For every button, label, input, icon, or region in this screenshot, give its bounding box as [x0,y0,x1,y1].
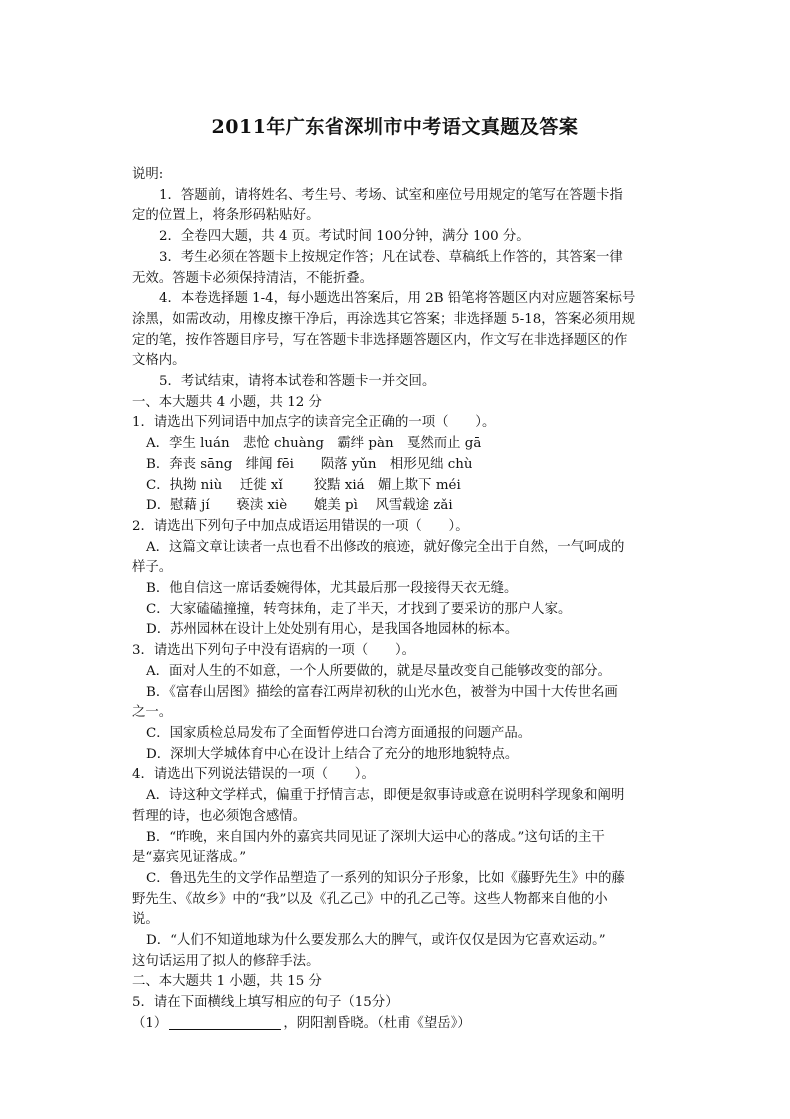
question-3-option-b-cont: 之一。 [132,705,173,721]
question-4-option-b: B．“昨晚，来自国内外的嘉宾共同见证了深圳大运中心的落成。”这句话的主干 [146,829,605,845]
notes-heading: 说明: [132,167,164,182]
question-4-option-a: A．诗这种文学样式，偏重于抒情言志，即便是叙事诗或意在说明科学现象和阐明 [146,788,625,804]
question-4-option-b-cont: 是“嘉宾见证落成。” [132,850,247,866]
note-line: 2．全卷四大题，共 4 页。考试时间 100分钟，满分 100 分。 [159,229,530,245]
question-4-option-c-cont: 说。 [132,912,159,928]
section-heading: 二、本大题共 1 小题，共 15 分 [132,974,322,990]
question-4-option-d: D．“人们不知道地球为什么要发那么大的脾气，或许仅仅是因为它喜欢运动。” [146,933,606,949]
note-line: 无效。答题卡必须保持清洁，不能折叠。 [132,270,374,286]
question-3-option-a: A．面对人生的不如意，一个人所要做的，就是尽量改变自己能够改变的部分。 [146,663,611,679]
question-1-option-d: D．慰藉 jí 亵渎 xiè 媲美 pì 风雪载途 zǎi [146,498,453,514]
item-number: （1） [132,1015,168,1031]
question-2-option-c: C．大家磕磕撞撞，转弯抹角，走了半天，才找到了要采访的那户人家。 [146,601,572,617]
note-line: 定的位置上，将条形码粘贴好。 [132,208,320,224]
note-line: 4．本卷选择题 1-4，每小题选出答案后，用 2B 铅笔将答题区内对应题答案标号 [159,291,636,307]
note-line: 1．答题前，请将姓名、考生号、考场、试室和座位号用规定的笔写在答题卡指 [159,187,623,203]
question-2-stem: 2．请选出下列句子中加点成语运用错误的一项（ ）。 [132,518,469,534]
question-4-option-c-cont: 野先生、《故乡》中的“我”以及《孔乙己》中的孔乙己等。这些人物都来自他的小 [132,891,608,907]
document-body [132,165,662,1035]
question-4-option-d-cont: 这句话运用了拟人的修辞手法。 [132,953,320,969]
note-line: 文格内。 [132,353,186,369]
note-line: 定的笔，按作答题目序号，写在答题卡非选择题答题区内，作文写在非选择题区的作 [132,332,628,348]
question-5-item-1 [132,1014,662,1035]
question-3-stem: 3．请选出下列句子中没有语病的一项（ ）。 [132,643,416,659]
question-2-option-b: B．他自信这一席话委婉得体，尤其最后那一段接得天衣无缝。 [146,581,518,597]
question-2-option-d: D．苏州园林在设计上处处别有用心，是我国各地园林的标本。 [146,622,519,638]
note-line: 涂黑，如需改动，用橡皮擦干净后，再涂选其它答案；非选择题 5-18，答案必须用规 [132,311,636,327]
question-4-option-c: C．鲁迅先生的文学作品塑造了一系列的知识分子形象，比如《藤野先生》中的藤 [146,870,625,886]
question-3-option-b: B．《富春山居图》描绘的富春江两岸初秋的山光水色，被誉为中国十大传世名画 [146,684,618,700]
item-text: ，阴阳割昏晓。（杜甫《望岳》） [283,1015,471,1031]
question-3-option-c: C．国家质检总局发布了全面暂停进口台湾方面通报的问题产品。 [146,725,532,741]
question-2-option-a-cont: 样子。 [132,560,173,576]
question-2-option-a: A．这篇文章让读者一点也看不出修改的痕迹，就好像完全出于自然，一气呵成的 [146,539,625,555]
note-line: 3．考生必须在答题卡上按规定作答；凡在试卷、草稿纸上作答的，其答案一律 [159,249,623,265]
question-1-option-c: C．执拗 niù 迁徙 xǐ 狡黠 xiá 媚上欺下 méi [146,477,461,493]
question-1-option-a: A．孪生 luán 悲怆 chuàng 霸绊 pàn 戛然而止 gā [146,436,482,452]
document-title: 2011年广东省深圳市中考语文真题及答案 [211,116,579,138]
question-1-stem: 1．请选出下列词语中加点字的读音完全正确的一项（ ）。 [132,415,496,431]
question-1-option-b: B．奔丧 sāng 绯闻 fēi 陨落 yǔn 相形见绌 chù [146,456,473,472]
question-4-stem: 4．请选出下列说法错误的一项（ ）。 [132,767,375,783]
fill-in-blank [169,1015,281,1030]
section-heading: 一、本大题共 4 小题，共 12 分 [132,394,322,410]
question-5-stem: 5．请在下面横线上填写相应的句子（15分） [132,995,399,1011]
note-line: 5．考试结束，请将本试卷和答题卡一并交回。 [159,374,436,390]
question-3-option-d: D．深圳大学城体育中心在设计上结合了充分的地形地貌特点。 [146,746,519,762]
question-4-option-a-cont: 哲理的诗，也必须饱含感情。 [132,808,307,824]
